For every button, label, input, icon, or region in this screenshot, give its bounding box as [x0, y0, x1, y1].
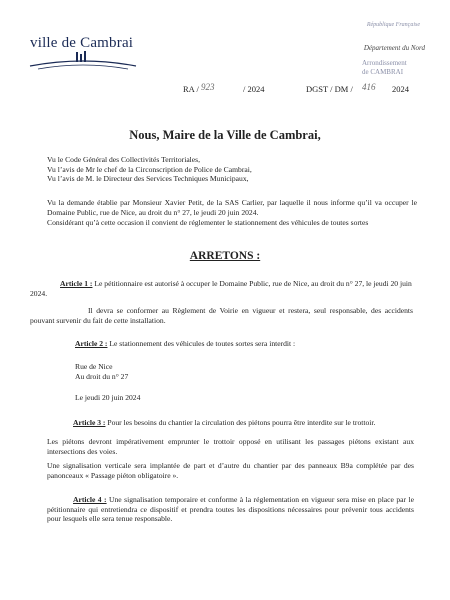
republique-francaise: République Française	[366, 22, 420, 28]
ra-year: / 2024	[243, 84, 265, 94]
article-3	[47, 418, 414, 428]
arrondissement	[362, 59, 407, 77]
article-4	[47, 495, 414, 524]
vu-block	[47, 155, 412, 184]
dgst-year: 2024	[392, 84, 409, 94]
arretons-heading: ARRETONS :	[189, 250, 261, 262]
vu-line: Vu l’avis de M. le Directeur des Services Techniques Municipaux,	[47, 174, 249, 184]
ra-label: RA /	[183, 84, 199, 94]
article-3-para2: Les piétons devront impérativement emprunter le trottoir opposé en utilisant les passages piétons existant aux intersections des voies.	[47, 437, 414, 456]
article-2-text: Le stationnement des véhicules de toutes sortes sera interdit :	[107, 339, 296, 348]
arrondissement-line: de CAMBRAI	[362, 68, 404, 76]
demande-paragraph: Vu la demande établie par Monsieur Xavier Petit, de la SAS Carlier, par laquelle il nous informe qu’il va occuper le Domaine Public, rue de Nice, au droit du n° 27, le jeudi 20 juin 2024.	[47, 198, 417, 217]
article-3-para3: Une signalisation verticale sera implantée de part et d’autre du chantier par des panneaux B9a complétée par des panonceaux « Passage piéton obligatoire ».	[47, 461, 414, 480]
departement: Département du Nord	[363, 44, 425, 52]
article-2-label: Article 2 :	[75, 339, 108, 348]
vu-line: Vu le Code Général des Collectivités Territoriales,	[47, 155, 201, 164]
article-4-label: Article 4 :	[73, 495, 107, 504]
dgst-label: DGST / DM /	[306, 84, 353, 94]
location-line: Rue de Nice	[75, 362, 113, 371]
article-3-label: Article 3 :	[73, 418, 106, 427]
city-logo-icon	[28, 50, 138, 72]
location-line: Au droit du n° 27	[75, 371, 129, 381]
article-2-location	[75, 362, 440, 381]
article-2-date: Le jeudi 20 juin 2024	[75, 393, 141, 402]
article-2	[75, 339, 440, 349]
page-title: Nous, Maire de la Ville de Cambrai,	[129, 128, 321, 142]
article-3-text: Pour les besoins du chantier la circulation des piétons pourra être interdite sur le trottoir.	[105, 418, 376, 427]
article-1-text: Le pétitionnaire est autorisé à occuper le Domaine Public, rue de Nice, au droit du n° 27, le jeudi 20 juin 2024.	[30, 279, 412, 298]
city-logo-text: ville de Cambrai	[30, 35, 134, 51]
article-1-para2: Il devra se conformer au Règlement de Voirie en vigueur et restera, seul responsable, des accidents pouvant survenir du fait de cette installation.	[30, 306, 413, 325]
dgst-number: 416	[362, 82, 376, 92]
article-1	[30, 279, 413, 298]
article-1-label: Article 1 :	[60, 279, 93, 288]
ra-number: 923	[201, 82, 215, 92]
considerant-paragraph: Considérant qu’à cette occasion il convient de réglementer le stationnement des véhicules de toutes sortes	[47, 218, 369, 227]
arrondissement-line: Arrondissement	[362, 59, 407, 67]
article-4-text: Une signalisation temporaire et conforme à la réglementation en vigueur sera mise en place par le pétitionnaire qui entretiendra ce dispositif et prendra toutes les dispositions nécessaires pour prévenir tous accidents pour lesquels elle sera tenue responsable.	[47, 495, 414, 524]
vu-line: Vu l’avis de Mr le chef de la Circonscription de Police de Cambrai,	[47, 164, 252, 174]
